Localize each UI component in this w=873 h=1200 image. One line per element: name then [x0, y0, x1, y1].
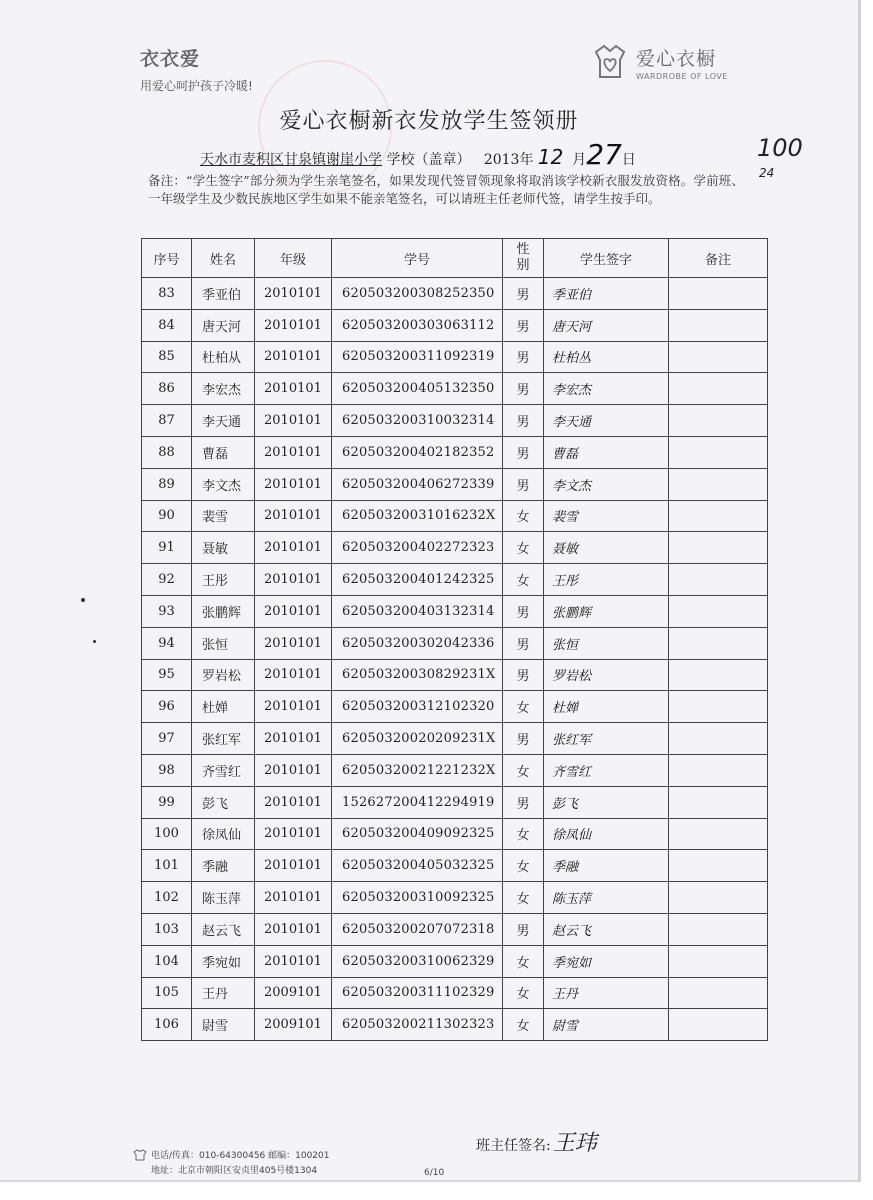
cell-gender: 男: [503, 278, 544, 310]
cell-grade: 2010101: [255, 850, 332, 882]
cell-gender: 男: [503, 627, 544, 659]
cell-gender: 男: [503, 309, 544, 341]
cell-signature: 季宛如: [544, 945, 669, 977]
brand-right-name: 爱心衣橱: [636, 47, 717, 70]
cell-index: 98: [142, 754, 192, 786]
cell-name: 杜柏从: [192, 341, 255, 373]
cell-signature: 聂敏: [544, 532, 669, 564]
cell-signature: 尉雪: [544, 1009, 669, 1041]
table-row: [142, 373, 768, 405]
cell-remark: [669, 691, 768, 723]
cell-index: 99: [142, 786, 192, 818]
cell-student-id: 152627200412294919: [332, 786, 503, 818]
cell-index: 91: [142, 532, 192, 564]
cell-grade: 2010101: [255, 945, 332, 977]
header-remark: 备注: [669, 239, 768, 278]
cell-student-id: 620503200311092319: [332, 341, 503, 373]
cell-name: 赵云飞: [192, 913, 255, 945]
cell-remark: [669, 436, 768, 468]
month-handwritten: 12: [537, 145, 564, 169]
cell-student-id: 620503200302042336: [332, 627, 503, 659]
cell-index: 102: [142, 882, 192, 914]
cell-signature: 徐凤仙: [544, 818, 669, 850]
cell-index: 83: [142, 278, 192, 310]
cell-grade: 2010101: [255, 341, 332, 373]
cell-signature: 王彤: [544, 564, 669, 596]
cell-gender: 男: [503, 786, 544, 818]
cell-student-id: 620503200312102320: [332, 691, 503, 723]
table-row: [142, 1009, 768, 1041]
cell-student-id: 620503200406272339: [332, 468, 503, 500]
table-row: [142, 627, 768, 659]
cell-name: 季宛如: [192, 945, 255, 977]
table-body: [142, 278, 768, 1041]
cell-index: 105: [142, 977, 192, 1009]
cell-gender: 男: [503, 723, 544, 755]
cell-index: 90: [142, 500, 192, 532]
table-header-row: [142, 239, 768, 278]
cell-signature: 杜婵: [544, 691, 669, 723]
cell-gender: 男: [503, 341, 544, 373]
cell-name: 杜婵: [192, 691, 255, 723]
cell-remark: [669, 850, 768, 882]
cell-grade: 2010101: [255, 627, 332, 659]
cell-name: 李宏杰: [192, 373, 255, 405]
table-row: [142, 882, 768, 914]
cell-name: 季融: [192, 850, 255, 882]
remarks-note: 备注：“学生签字”部分须为学生亲笔签名，如果发现代签冒领现象将取消该学校新衣服发放资格。学前班、一年级学生及少数民族地区学生如果不能亲笔签名，可以请班主任老师代签，请学生按手印。: [148, 173, 744, 206]
cell-remark: [669, 564, 768, 596]
cell-student-id: 62050320021221232X: [332, 754, 503, 786]
cell-gender: 女: [503, 882, 544, 914]
cell-gender: 男: [503, 373, 544, 405]
table-row: [142, 786, 768, 818]
cell-remark: [669, 945, 768, 977]
cell-grade: 2010101: [255, 309, 332, 341]
cell-name: 尉雪: [192, 1009, 255, 1041]
student-roster-table: [141, 238, 768, 1041]
cell-signature: 赵云飞: [544, 913, 669, 945]
cell-grade: 2009101: [255, 1009, 332, 1041]
cell-index: 89: [142, 468, 192, 500]
cell-index: 93: [142, 595, 192, 627]
cell-grade: 2010101: [255, 436, 332, 468]
cell-grade: 2010101: [255, 405, 332, 437]
cell-grade: 2010101: [255, 754, 332, 786]
cell-grade: 2010101: [255, 882, 332, 914]
cell-student-id: 620503200310032314: [332, 405, 503, 437]
cell-name: 曹磊: [192, 436, 255, 468]
cell-gender: 男: [503, 913, 544, 945]
table-row: [142, 754, 768, 786]
cell-signature: 张鹏辉: [544, 595, 669, 627]
cell-grade: 2010101: [255, 595, 332, 627]
table-row: [142, 850, 768, 882]
footer-contact: [133, 1148, 329, 1176]
cell-gender: 女: [503, 564, 544, 596]
cell-index: 101: [142, 850, 192, 882]
footer-phone: 电话/传真：010-64300456 邮编：100201: [151, 1151, 330, 1161]
cell-index: 86: [142, 373, 192, 405]
cell-signature: 李宏杰: [544, 373, 669, 405]
cell-remark: [669, 754, 768, 786]
cell-remark: [669, 341, 768, 373]
cell-remark: [669, 913, 768, 945]
header-gender-text: 性别: [516, 242, 530, 273]
cell-gender: 女: [503, 977, 544, 1009]
header-name: 姓名: [192, 239, 255, 278]
cell-signature: 齐雪红: [544, 754, 669, 786]
cell-name: 张红军: [192, 723, 255, 755]
table-row: [142, 691, 768, 723]
cell-remark: [669, 723, 768, 755]
cell-student-id: 620503200405032325: [332, 850, 503, 882]
cell-index: 97: [142, 723, 192, 755]
cell-student-id: 620503200405132350: [332, 373, 503, 405]
cell-name: 王彤: [192, 564, 255, 596]
cell-name: 王丹: [192, 977, 255, 1009]
cell-student-id: 620503200211302323: [332, 1009, 503, 1041]
cell-gender: 男: [503, 659, 544, 691]
cell-grade: 2010101: [255, 913, 332, 945]
table-row: [142, 659, 768, 691]
cell-name: 徐凤仙: [192, 818, 255, 850]
school-date-line: [200, 138, 636, 171]
cell-index: 87: [142, 405, 192, 437]
table-row: [142, 913, 768, 945]
page-title: 爱心衣橱新衣发放学生签领册: [279, 109, 579, 134]
cell-index: 104: [142, 945, 192, 977]
wardrobe-logo-small-icon: [133, 1149, 147, 1161]
cell-signature: 李文杰: [544, 468, 669, 500]
table-row: [142, 405, 768, 437]
punch-mark: [93, 640, 96, 643]
cell-remark: [669, 405, 768, 437]
header-index: 序号: [142, 239, 192, 278]
cell-gender: 女: [503, 818, 544, 850]
cell-grade: 2010101: [255, 818, 332, 850]
cell-grade: 2009101: [255, 977, 332, 1009]
cell-name: 彭飞: [192, 786, 255, 818]
table-row: [142, 532, 768, 564]
corner-note-bottom: 24: [759, 166, 775, 180]
cell-grade: 2010101: [255, 786, 332, 818]
day-label: 日: [621, 152, 636, 168]
day-handwritten: 27: [586, 138, 622, 171]
wardrobe-heart-logo-icon: [590, 42, 630, 82]
cell-index: 103: [142, 913, 192, 945]
cell-remark: [669, 278, 768, 310]
brand-left: [140, 44, 253, 94]
cell-name: 裴雪: [192, 500, 255, 532]
cell-index: 95: [142, 659, 192, 691]
cell-remark: [669, 1009, 768, 1041]
punch-mark: [81, 598, 85, 602]
cell-remark: [669, 882, 768, 914]
table-row: [142, 595, 768, 627]
cell-gender: 男: [503, 405, 544, 437]
cell-grade: 2010101: [255, 691, 332, 723]
cell-grade: 2010101: [255, 723, 332, 755]
brand-right-english: WARDROBE OF LOVE: [636, 71, 728, 81]
cell-grade: 2010101: [255, 278, 332, 310]
cell-gender: 女: [503, 691, 544, 723]
cell-gender: 男: [503, 436, 544, 468]
cell-remark: [669, 595, 768, 627]
cell-index: 100: [142, 818, 192, 850]
cell-student-id: 620503200207072318: [332, 913, 503, 945]
cell-student-id: 620503200401242325: [332, 564, 503, 596]
cell-student-id: 620503200403132314: [332, 595, 503, 627]
table-row: [142, 945, 768, 977]
cell-name: 陈玉萍: [192, 882, 255, 914]
cell-student-id: 620503200303063112: [332, 309, 503, 341]
brand-slogan: 用爱心呵护孩子冷暖!: [140, 79, 253, 93]
cell-signature: 陈玉萍: [544, 882, 669, 914]
cell-remark: [669, 532, 768, 564]
cell-index: 96: [142, 691, 192, 723]
month-label: 月: [572, 152, 587, 168]
cell-gender: 女: [503, 532, 544, 564]
table-row: [142, 468, 768, 500]
cell-index: 84: [142, 309, 192, 341]
cell-student-id: 620503200409092325: [332, 818, 503, 850]
cell-grade: 2010101: [255, 564, 332, 596]
cell-student-id: 62050320031016232X: [332, 500, 503, 532]
table-row: [142, 309, 768, 341]
cell-name: 罗岩松: [192, 659, 255, 691]
cell-gender: 女: [503, 850, 544, 882]
cell-grade: 2010101: [255, 500, 332, 532]
cell-index: 88: [142, 436, 192, 468]
header-student-id: 学号: [332, 239, 503, 278]
cell-name: 张恒: [192, 627, 255, 659]
cell-name: 唐天河: [192, 309, 255, 341]
school-name: 天水市麦积区甘泉镇谢崖小学: [200, 152, 382, 168]
cell-remark: [669, 977, 768, 1009]
cell-signature: 曹磊: [544, 436, 669, 468]
cell-signature: 彭飞: [544, 786, 669, 818]
corner-note-top: 100: [757, 134, 803, 162]
brand-left-name: 衣衣爱: [140, 48, 201, 70]
cell-signature: 季融: [544, 850, 669, 882]
cell-signature: 张恒: [544, 627, 669, 659]
table-row: [142, 341, 768, 373]
cell-remark: [669, 309, 768, 341]
cell-remark: [669, 373, 768, 405]
cell-student-id: 620503200310092325: [332, 882, 503, 914]
cell-name: 齐雪红: [192, 754, 255, 786]
cell-grade: 2010101: [255, 659, 332, 691]
corner-handwritten-note: [757, 134, 803, 180]
cell-signature: 李天通: [544, 405, 669, 437]
page-number: 6/10: [424, 1168, 445, 1178]
table-row: [142, 818, 768, 850]
cell-name: 李天通: [192, 405, 255, 437]
cell-name: 季亚伯: [192, 278, 255, 310]
cell-name: 李文杰: [192, 468, 255, 500]
cell-signature: 杜柏丛: [544, 341, 669, 373]
cell-remark: [669, 468, 768, 500]
cell-student-id: 620503200308252350: [332, 278, 503, 310]
cell-signature: 罗岩松: [544, 659, 669, 691]
header-signature: 学生签字: [544, 239, 669, 278]
school-suffix: 学校（盖章）: [386, 152, 471, 168]
cell-student-id: 62050320030829231X: [332, 659, 503, 691]
cell-student-id: 620503200310062329: [332, 945, 503, 977]
teacher-signature-line: [476, 1126, 597, 1157]
table-row: [142, 500, 768, 532]
cell-student-id: 620503200311102329: [332, 977, 503, 1009]
cell-gender: 女: [503, 945, 544, 977]
teacher-label: 班主任签名:: [476, 1138, 551, 1154]
cell-gender: 男: [503, 595, 544, 627]
table-row: [142, 723, 768, 755]
cell-signature: 唐天河: [544, 309, 669, 341]
header-gender: [503, 239, 544, 278]
cell-remark: [669, 786, 768, 818]
cell-student-id: 62050320020209231X: [332, 723, 503, 755]
cell-grade: 2010101: [255, 373, 332, 405]
cell-student-id: 620503200402182352: [332, 436, 503, 468]
cell-signature: 裴雪: [544, 500, 669, 532]
cell-student-id: 620503200402272323: [332, 532, 503, 564]
cell-grade: 2010101: [255, 468, 332, 500]
table-row: [142, 977, 768, 1009]
table-row: [142, 436, 768, 468]
cell-remark: [669, 818, 768, 850]
footer-address: 地址：北京市朝阳区安贞里405号楼1304: [151, 1166, 318, 1176]
cell-gender: 女: [503, 1009, 544, 1041]
cell-index: 85: [142, 341, 192, 373]
cell-grade: 2010101: [255, 532, 332, 564]
cell-index: 94: [142, 627, 192, 659]
cell-name: 聂敏: [192, 532, 255, 564]
cell-remark: [669, 659, 768, 691]
year: 2013年: [483, 152, 534, 168]
table-row: [142, 564, 768, 596]
cell-remark: [669, 627, 768, 659]
cell-index: 92: [142, 564, 192, 596]
cell-gender: 女: [503, 500, 544, 532]
brand-right: [590, 42, 728, 82]
cell-signature: 王丹: [544, 977, 669, 1009]
cell-signature: 季亚伯: [544, 278, 669, 310]
cell-signature: 张红军: [544, 723, 669, 755]
cell-gender: 男: [503, 468, 544, 500]
cell-gender: 女: [503, 754, 544, 786]
table-row: [142, 278, 768, 310]
cell-index: 106: [142, 1009, 192, 1041]
teacher-signature: 王玮: [552, 1131, 597, 1156]
cell-name: 张鹏辉: [192, 595, 255, 627]
cell-remark: [669, 500, 768, 532]
header-grade: 年级: [255, 239, 332, 278]
